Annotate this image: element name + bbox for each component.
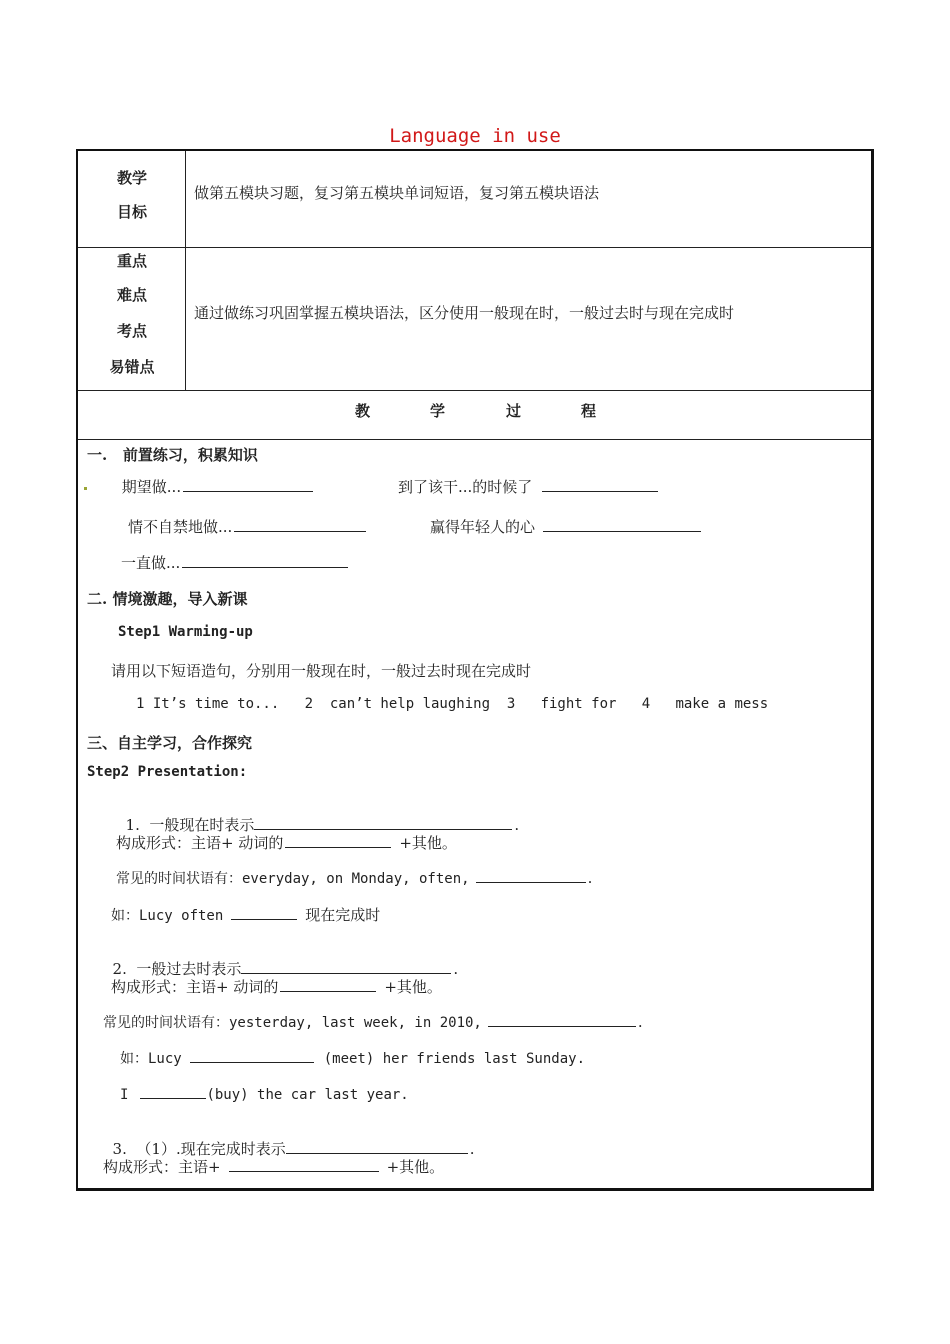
past-simple-time: 常见的时间状语有：yesterday, last week, in 2010, . [103,1013,643,1031]
page-title: Language in use [389,125,561,147]
past-simple-example-2 [120,1084,409,1103]
example-end: 现在完成时 [305,906,381,924]
bullet-dot [84,487,87,490]
answer-blank[interactable] [229,1157,379,1172]
form-label: 构成形式：主语+ 动词的 [116,834,284,852]
answer-blank[interactable] [182,553,348,568]
answer-blank[interactable] [241,959,451,974]
time-expressions: 常见的时间状语有：everyday, on Monday, often, [116,871,470,887]
phrase-time-to: 到了该干...的时候了 [398,478,533,496]
answer-blank[interactable] [543,517,701,532]
section3-heading: 三、自主学习，合作探究 [87,734,253,752]
form-end: +其他。 [386,1158,445,1176]
focus-label-difficult: 难点 [116,286,147,304]
goals-label-line1: 教学 [116,169,147,187]
focus-label-exam: 考点 [116,322,147,340]
past-simple-title: 2. 一般过去时表示 . [112,960,459,978]
phrase-keep-doing: 一直做... [121,554,181,572]
answer-blank[interactable] [140,1084,206,1099]
answer-blank[interactable] [190,1048,314,1063]
goals-label-line2: 目标 [116,203,147,221]
phrase-row-3 [121,552,350,573]
focus-label-error: 易错点 [109,358,155,376]
past-simple-example-1 [120,1048,585,1068]
answer-blank[interactable] [231,905,297,920]
example-text: 如：Lucy [120,1051,182,1067]
phrase-row-2 [128,516,368,537]
present-simple-time: 常见的时间状语有：everyday, on Monday, often, . [116,869,593,887]
answer-blank[interactable] [280,977,376,992]
answer-blank[interactable] [254,815,512,830]
example-subject: I [120,1087,129,1103]
present-simple-example [111,904,380,925]
row-divider [78,439,871,440]
time-expressions: 常见的时间状语有：yesterday, last week, in 2010, [103,1015,482,1031]
process-header-char: 学 [430,402,446,420]
phrase-expect: 期望做... [121,478,182,496]
warmup-phrases: 1 It’s time to... 2 can’t help laughing 3 fight for 4 make a mess [136,696,769,712]
section2-heading: 二. 情境激趣，导入新课 [87,590,248,608]
answer-blank[interactable] [488,1012,636,1027]
answer-blank[interactable] [183,477,313,492]
example-end: (buy) the car last year. [206,1087,409,1103]
form-end: +其他。 [384,978,442,996]
section1-heading: 一. 前置练习，积累知识 [87,446,258,464]
warmup-instruction: 请用以下短语造句，分别用一般现在时，一般过去时现在完成时 [111,662,532,680]
answer-blank[interactable] [234,517,366,532]
present-perfect-form [103,1156,444,1177]
goals-content: 做第五模块习题，复习第五模块单词短语，复习第五模块语法 [194,184,600,202]
form-label: 构成形式：主语+ [103,1158,221,1176]
process-header-char: 程 [581,402,597,420]
answer-blank[interactable] [286,1139,468,1154]
form-label: 构成形式：主语+ 动词的 [111,978,279,996]
row-divider [78,390,871,391]
past-simple-form [111,976,442,997]
phrase-row-1 [84,476,315,497]
answer-blank[interactable] [542,477,658,492]
present-simple-label: 1. 一般现在时表示 [125,816,255,834]
process-header-char: 教 [355,402,371,420]
focus-content: 通过做练习巩固掌握五模块语法，区分使用一般现在时，一般过去时与现在完成时 [194,304,735,322]
present-perfect-title: 3. （1）.现在完成时表示 . [112,1140,475,1158]
row-divider [78,247,871,248]
phrase-row-2b [430,516,703,537]
phrase-row-1b [398,476,660,497]
focus-label-key: 重点 [116,252,147,270]
step1-title: Step1 Warming-up [118,624,253,640]
present-simple-form [116,832,457,853]
phrase-cant-help: 情不自禁地做... [128,518,233,536]
answer-blank[interactable] [285,833,391,848]
step2-title: Step2 Presentation: [87,764,248,780]
present-perfect-label: 3. （1）.现在完成时表示 [112,1140,286,1158]
answer-blank[interactable] [476,868,586,883]
example-text: 如：Lucy often [111,908,224,924]
present-simple-title: 1. 一般现在时表示 . [125,816,520,834]
past-simple-label: 2. 一般过去时表示 [112,960,242,978]
process-header-char: 过 [506,402,522,420]
form-end: +其他。 [399,834,457,852]
phrase-win-hearts: 赢得年轻人的心 [430,518,536,536]
example-end: (meet) her friends last Sunday. [323,1051,586,1067]
